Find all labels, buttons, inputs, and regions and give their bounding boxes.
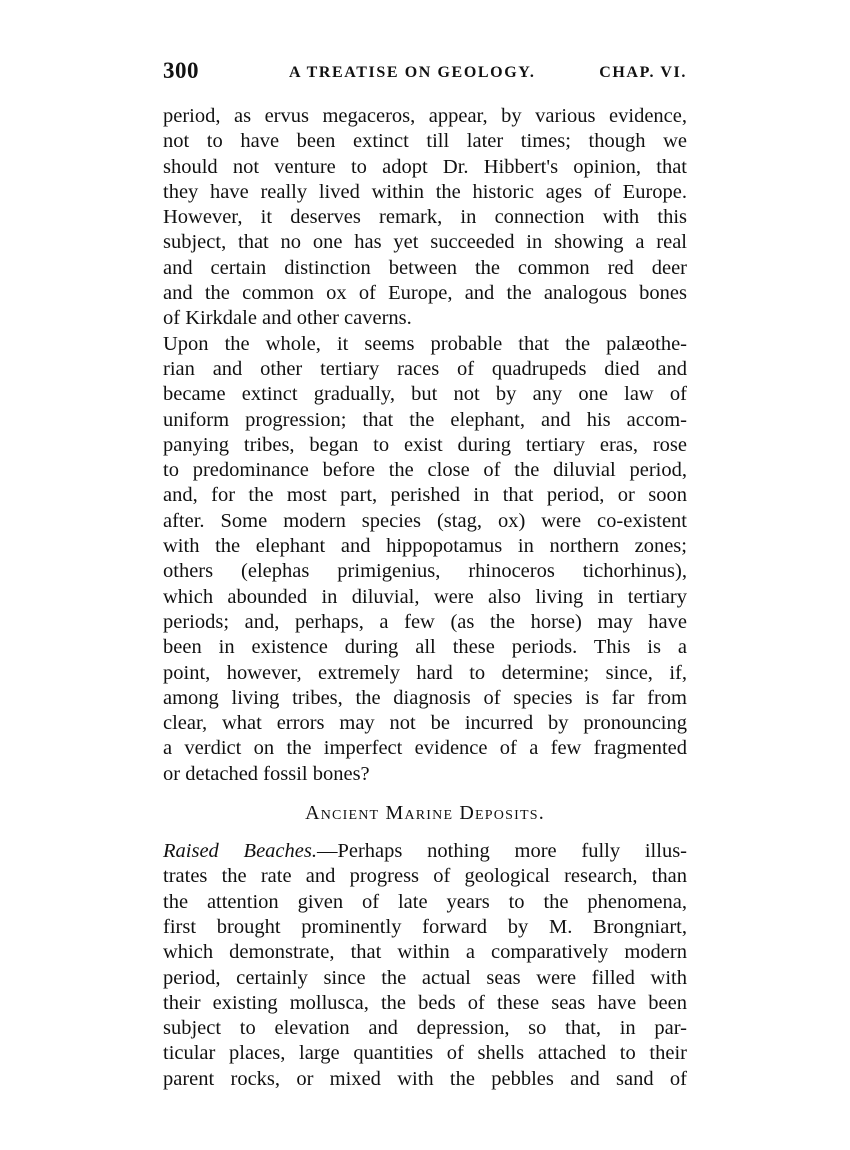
text-line: and certain distinction between the common red deer (163, 256, 687, 279)
text-line: with the elephant and hippopotamus in northern zones; (163, 535, 687, 558)
text-line: ticular places, large quantities of shells attached to their (163, 1042, 687, 1065)
text-line: uniform progression; that the elephant, and his accom- (163, 408, 687, 431)
text-line: the attention given of late years to the phenomena, (163, 890, 687, 913)
running-title: A TREATISE ON GEOLOGY. (289, 64, 536, 81)
page-number: 300 (163, 58, 199, 83)
section-heading: Ancient Marine Deposits. (305, 802, 545, 825)
text-line (163, 839, 687, 864)
text-line: to predominance before the close of the diluvial period, (163, 459, 687, 482)
text-line: or detached fossil bones? (163, 762, 370, 785)
text-line: subject to elevation and depression, so that, in par- (163, 1017, 687, 1040)
text-line: and the common ox of Europe, and the analogous bones (163, 282, 687, 305)
text-line: and, for the most part, perished in that period, or soon (163, 484, 687, 507)
text-line: which demonstrate, that within a comparatively modern (163, 941, 687, 964)
text-line: a verdict on the imperfect evidence of a few fragmented (163, 737, 687, 760)
text-line: they have really lived within the historic ages of Europe. (163, 180, 687, 203)
text-line: Upon the whole, it seems probable that the palæothe- (163, 332, 687, 355)
text-line: their existing mollusca, the beds of these seas have been (163, 991, 687, 1014)
text-line: others (elephas primigenius, rhinoceros tichorhinus), (163, 560, 687, 583)
text-line: rian and other tertiary races of quadrupeds died and (163, 357, 687, 380)
text-line: panying tribes, began to exist during tertiary eras, rose (163, 433, 687, 456)
text-line: among living tribes, the diagnosis of species is far from (163, 686, 687, 709)
text-line: been in existence during all these periods. This is a (163, 636, 687, 659)
body-text (163, 104, 687, 1092)
text-line: period, as ervus megaceros, appear, by various evidence, (163, 105, 687, 127)
running-head (163, 58, 687, 92)
text-line: parent rocks, or mixed with the pebbles and sand of (163, 1067, 687, 1090)
text-line: should not venture to adopt Dr. Hibbert's opinion, that (163, 155, 687, 178)
text-line: not to have been extinct till later times; though we (163, 130, 687, 153)
text-line: which abounded in diluvial, were also living in tertiary (163, 585, 687, 608)
subsection-title: Raised Beaches. (163, 840, 317, 863)
text-line: clear, what errors may not be incurred by pronouncing (163, 712, 687, 735)
text-line: after. Some modern species (stag, ox) were co-existent (163, 509, 687, 532)
text-line: subject, that no one has yet succeeded in showing a real (163, 231, 687, 254)
chapter-label: CHAP. VI. (599, 64, 687, 81)
text-line: periods; and, perhaps, a few (as the horse) may have (163, 610, 687, 633)
text-line: period, certainly since the actual seas were filled with (163, 966, 687, 989)
text-line: point, however, extremely hard to determine; since, if, (163, 661, 687, 684)
text-line: of Kirkdale and other caverns. (163, 307, 412, 330)
text-line: trates the rate and progress of geological research, than (163, 865, 687, 888)
text-line: first brought prominently forward by M. Brongniart, (163, 915, 687, 938)
text-line: became extinct gradually, but not by any one law of (163, 383, 687, 406)
text-line: However, it deserves remark, in connection with this (163, 206, 687, 229)
text-fragment: —Perhaps nothing more fully illus- (316, 840, 687, 863)
